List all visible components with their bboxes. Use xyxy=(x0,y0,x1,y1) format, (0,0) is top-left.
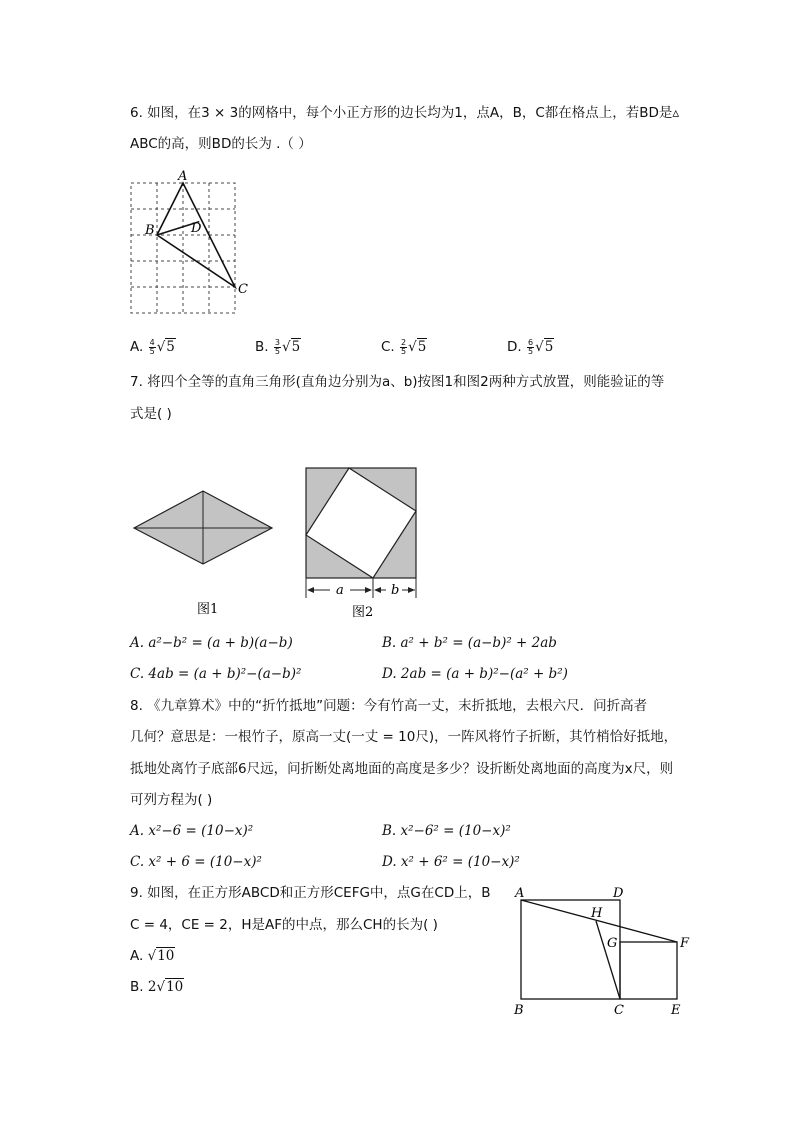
q6-line-2: ABC的高，则BD的长为 .（ ） xyxy=(130,136,312,152)
q8-line-2: 几何？意思是：一根竹子，原高一丈(一丈 = 10尺)，一阵风将竹子折断，其竹梢恰好抵地， xyxy=(130,729,678,745)
q7-figure-2 xyxy=(300,462,425,627)
q6-label-c: C xyxy=(238,282,248,297)
q8-option-a[interactable]: A. x²−6 = (10−x)² xyxy=(130,823,254,839)
q8-line-4: 可列方程为( ) xyxy=(130,792,213,808)
q7-label-a: a xyxy=(336,583,344,598)
q8-option-d[interactable]: D. x² + 6² = (10−x)² xyxy=(382,854,520,870)
q9-label-d: D xyxy=(613,886,624,901)
q9-line-1: 9. 如图，在正方形ABCD和正方形CEFG中，点G在CD上，B xyxy=(130,885,491,901)
q6-option-c[interactable]: C. $\frac{2}{5}$ √5 xyxy=(381,337,427,356)
q9-label-e: E xyxy=(671,1003,681,1018)
q7-line-2: 式是( ) xyxy=(130,406,172,422)
q7-figure-1 xyxy=(130,485,280,625)
q7-fig1-caption: 图1 xyxy=(197,602,219,617)
q7-option-b[interactable]: B. a² + b² = (a−b)² + 2ab xyxy=(382,635,557,651)
q7-option-d[interactable]: D. 2ab = (a + b)²−(a² + b²) xyxy=(382,666,568,682)
q6-label-a: A xyxy=(178,169,188,184)
q7-label-b: b xyxy=(391,583,400,598)
q9-label-a: A xyxy=(515,886,525,901)
q8-line-3: 抵地处离竹子底部6尺远，问折断处离地面的高度是多少？设折断处离地面的高度为x尺，则 xyxy=(130,761,674,777)
q7-line-1: 7. 将四个全等的直角三角形(直角边分别为a、b)按图1和图2两种方式放置，则能验证的等 xyxy=(130,374,665,390)
q9-line-2: C = 4，CE = 2，H是AF的中点，那么CH的长为( ) xyxy=(130,917,438,933)
q6-label-b: B xyxy=(145,223,155,238)
q9-label-b: B xyxy=(514,1003,524,1018)
q8-option-b[interactable]: B. x²−6² = (10−x)² xyxy=(382,823,511,839)
q6-grid-figure xyxy=(120,168,260,318)
q9-label-f: F xyxy=(680,936,690,951)
q6-label-d: D xyxy=(191,221,202,236)
q9-label-c: C xyxy=(614,1003,624,1018)
q6-option-b[interactable]: B. $\frac{3}{5}$ √5 xyxy=(255,337,301,356)
q9-option-b[interactable]: B. 2√10 xyxy=(130,979,184,995)
q7-option-c[interactable]: C. 4ab = (a + b)²−(a−b)² xyxy=(130,666,302,682)
q7-option-a[interactable]: A. a²−b² = (a + b)(a−b) xyxy=(130,635,293,651)
q6-option-d[interactable]: D. $\frac{6}{5}$ √5 xyxy=(507,337,554,356)
q6-line-1: 6. 如图，在3 × 3的网格中，每个小正方形的边长均为1，点A，B，C都在格点上，若BD是▵ xyxy=(130,105,680,121)
q9-option-a[interactable]: A. √10 xyxy=(130,948,175,964)
q8-line-1: 8. 《九章算术》中的“折竹抵地”问题：今有竹高一丈，末折抵地，去根六尺．问折高者 xyxy=(130,698,648,714)
q7-fig2-caption: 图2 xyxy=(352,605,374,620)
q6-option-a[interactable]: A. $\frac{4}{5}$ √5 xyxy=(130,337,175,356)
q9-squares-figure xyxy=(505,880,705,1025)
q8-option-c[interactable]: C. x² + 6 = (10−x)² xyxy=(130,854,262,870)
q9-label-g: G xyxy=(607,936,618,951)
q9-label-h: H xyxy=(591,906,603,921)
